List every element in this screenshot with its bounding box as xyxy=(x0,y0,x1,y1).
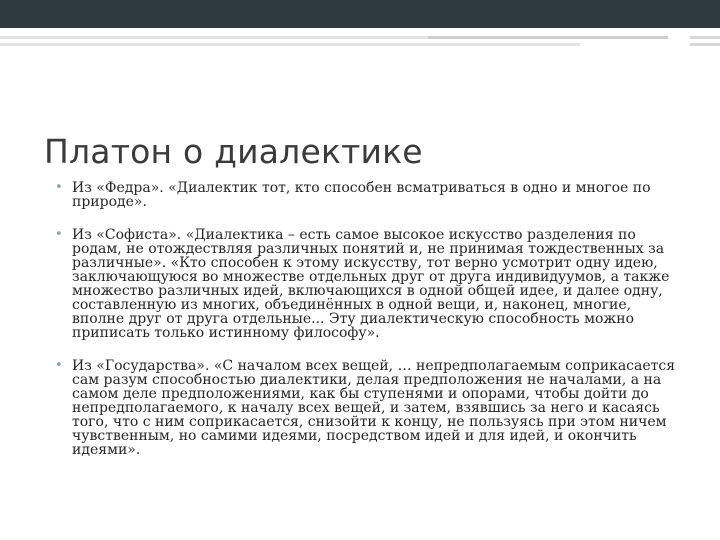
bullet-list xyxy=(55,181,680,476)
bullet-item xyxy=(55,181,680,209)
bullet-item xyxy=(55,228,680,340)
decor-line xyxy=(428,36,668,39)
bullet-marker-icon: • xyxy=(55,358,63,373)
decor-line xyxy=(690,43,720,46)
bullet-marker-icon: • xyxy=(55,180,63,195)
bullet-text: Из «Государства». «С началом всех вещей, … непредполагаемым соприкасается сам разум способностью диалектики, делая предположения не началами, а на самом деле предположениями, как бы ступенями и опорами, чтобы дойти до непредполагаемого, к началу всех вещей, и затем, взявшись за него и касаясь того, что с ним соприкасается, снизойти к концу, не пользуясь при этом ничем чувственным, но самими идеями, посредством идей и для идей, и окончить идеями». xyxy=(72,358,676,458)
slide-title: Платон о диалектике xyxy=(44,132,423,172)
decor-line xyxy=(0,43,580,46)
bullet-item xyxy=(55,359,680,457)
decor-line xyxy=(690,36,720,39)
bullet-text: Из «Федра». «Диалектик тот, кто способен всматриваться в одно и многое по природе». xyxy=(72,180,651,210)
bullet-marker-icon: • xyxy=(55,227,63,242)
header-band xyxy=(0,0,720,28)
bullet-text: Из «Софиста». «Диалектика – есть самое высокое искусство разделения по родам, не отождествляя различных понятий и, не принимая тождественных за различные». «Кто способен к этому искусству, тот верно усмотрит одну идею, заключающуюся во множестве отдельных друг от друга индивидуумов, а также множество различных идей, включающихся в одной общей идее, и далее одну, составленную из многих, объединённых в одной вещи, и, наконец, многие, вполне друг от друга отдельные... Эту диалектическую способность можно приписать только истинному философу». xyxy=(72,227,670,341)
